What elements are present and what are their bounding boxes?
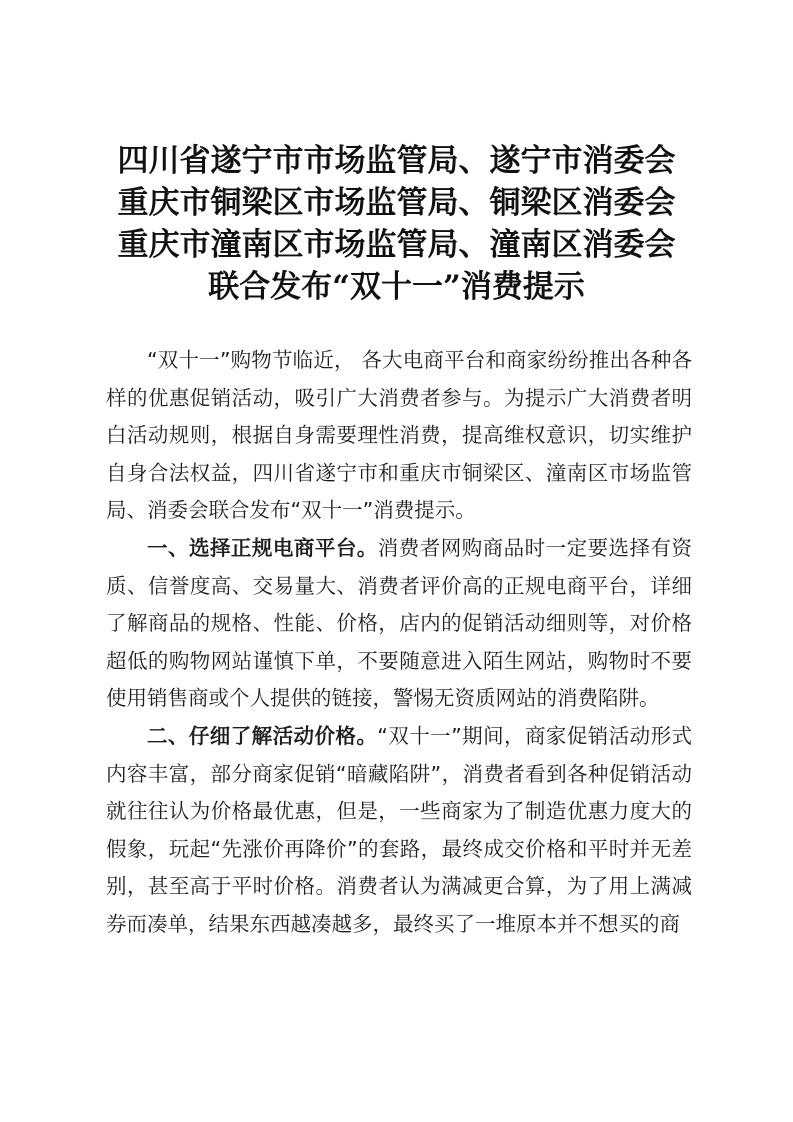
intro-paragraph: “双十一”购物节临近， 各大电商平台和商家纷纷推出各种各样的优惠促销活动，吸引广大消费者参与。为提示广大消费者明白活动规则，根据自身需要理性消费，提高维权意识，切实维护自身合法权益，四川省遂宁市和重庆市铜梁区、潼南区市场监管局、消委会联合发布“双十一”消费提示。 <box>106 348 692 523</box>
title-line-1: 四川省遂宁市市场监管局、遂宁市消委会 <box>117 143 676 179</box>
title-line-2: 重庆市铜梁区市场监管局、铜梁区消委会 <box>117 185 676 221</box>
document-title <box>0 140 793 308</box>
title-line-4: 联合发布“双十一”消费提示 <box>208 269 585 305</box>
document-body <box>106 342 692 944</box>
section-heading-2: 二、仔细了解活动价格。 <box>147 723 378 748</box>
section-text-1: 消费者网购商品时一定要选择有资质、信誉度高、交易量大、消费者评价高的正规电商平台，详细了解商品的规格、性能、价格，店内的促销活动细则等，对价格超低的购物网站谨慎下单，不要随意进入陌生网站，购物时不要使用销售商或个人提供的链接，警惕无资质网站的消费陷阱。 <box>106 535 693 711</box>
section-heading-1: 一、选择正规电商平台。 <box>147 535 378 560</box>
section-paragraph-1 <box>106 530 692 718</box>
section-paragraph-2 <box>106 718 692 944</box>
section-text-2: “双十一”期间，商家促销活动形式内容丰富，部分商家促销“暗藏陷阱”，消费者看到各种促销活动就往往认为价格最优惠，但是，一些商家为了制造优惠力度大的假象，玩起“先涨价再降价”的套路，最终成交价格和平时并无差别，甚至高于平时价格。消费者认为满减更合算，为了用上满减券而凑单，结果东西越凑越多，最终买了一堆原本并不想买的商 <box>106 723 692 936</box>
title-line-3: 重庆市潼南区市场监管局、潼南区消委会 <box>117 227 676 263</box>
